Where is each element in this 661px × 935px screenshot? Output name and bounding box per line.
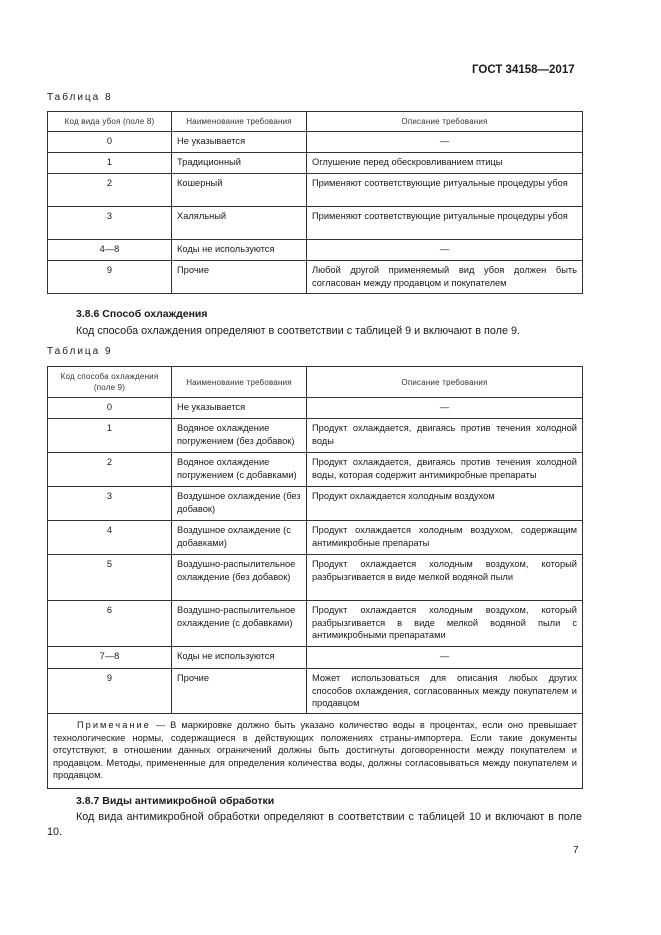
name-cell: Халяльный <box>172 207 307 240</box>
name-cell: Кошерный <box>172 174 307 207</box>
description-cell: — <box>307 647 583 669</box>
description-cell: Применяют соответствующие ритуальные процедуры убоя <box>307 207 583 240</box>
table-row <box>48 153 583 174</box>
table-row <box>48 555 583 601</box>
table-header-row <box>48 112 583 132</box>
column-header-code: Код вида убоя (поле 8) <box>48 112 172 132</box>
name-cell: Не указывается <box>172 398 307 419</box>
code-cell: 9 <box>48 261 172 294</box>
code-cell: 7—8 <box>48 647 172 669</box>
table-row <box>48 174 583 207</box>
column-header-description: Описание требования <box>307 367 583 398</box>
code-cell: 2 <box>48 174 172 207</box>
description-cell: Оглушение перед обескровливанием птицы <box>307 153 583 174</box>
name-cell: Воздушно-распылительное охлаждение (с добавками) <box>172 601 307 647</box>
code-cell: 5 <box>48 555 172 601</box>
description-cell: — <box>307 132 583 153</box>
code-cell: 2 <box>48 453 172 487</box>
code-cell: 4 <box>48 521 172 555</box>
description-cell: Любой другой применяемый вид убоя должен быть согласован между продавцом и покупателем <box>307 261 583 294</box>
description-cell: Продукт охлаждается, двигаясь против течения холодной воды <box>307 419 583 453</box>
code-cell: 0 <box>48 398 172 419</box>
description-cell: Продукт охлаждается холодным воздухом <box>307 487 583 521</box>
description-cell: Продукт охлаждается, двигаясь против течения холодной воды, которая содержит антимикробные препараты <box>307 453 583 487</box>
description-cell: Продукт охлаждается холодным воздухом, содержащим антимикробные препараты <box>307 521 583 555</box>
document-standard-number: ГОСТ 34158—2017 <box>472 64 575 76</box>
code-cell: 0 <box>48 132 172 153</box>
table-row <box>48 669 583 714</box>
name-cell: Коды не используются <box>172 240 307 261</box>
name-cell: Коды не используются <box>172 647 307 669</box>
table-row <box>48 132 583 153</box>
name-cell: Традиционный <box>172 153 307 174</box>
table-row <box>48 419 583 453</box>
table-row <box>48 398 583 419</box>
table-row <box>48 647 583 669</box>
section-3-8-7-heading: 3.8.7 Виды антимикробной обработки <box>76 795 275 807</box>
table-9-caption: Таблица 9 <box>47 346 113 357</box>
table-9 <box>47 366 583 789</box>
column-header-name: Наименование требования <box>172 367 307 398</box>
name-cell: Водяное охлаждение погружением (без добавок) <box>172 419 307 453</box>
code-cell: 1 <box>48 419 172 453</box>
section-3-8-6-text: Код способа охлаждения определяют в соответствии с таблицей 9 и включают в поле 9. <box>76 325 520 337</box>
table-row <box>48 261 583 294</box>
table-note-row <box>48 714 583 789</box>
description-cell: Продукт охлаждается холодным воздухом, который разбрызгивается в виде мелкой водяной пыли <box>307 555 583 601</box>
description-cell: Применяют соответствующие ритуальные процедуры убоя <box>307 174 583 207</box>
description-cell: — <box>307 398 583 419</box>
table-row <box>48 521 583 555</box>
name-cell: Водяное охлаждение погружением (с добавками) <box>172 453 307 487</box>
table-8-caption: Таблица 8 <box>47 92 113 103</box>
table-8 <box>47 111 583 294</box>
code-cell: 4—8 <box>48 240 172 261</box>
table-row <box>48 487 583 521</box>
description-cell: — <box>307 240 583 261</box>
section-3-8-6-heading: 3.8.6 Способ охлаждения <box>76 308 208 320</box>
code-cell: 3 <box>48 487 172 521</box>
table-row <box>48 453 583 487</box>
description-cell: Может использоваться для описания любых других способов охлаждения, согласованных между покупателем и продавцом <box>307 669 583 714</box>
table-row <box>48 601 583 647</box>
column-header-description: Описание требования <box>307 112 583 132</box>
note-text: — В маркировке должно быть указано количество воды в процентах, если оно превышает технологические нормы, содержащиеся в действующих положениях страны-импортера. Если такие документы отсутствуют, в отношении данных ограничений должны быть достигнуты договоренности между покупателем и продавцом. Методы, примененные для определения количества воды, должны согласовываться между покупателем и продавцом. <box>53 720 577 780</box>
table-header-row <box>48 367 583 398</box>
page-number: 7 <box>573 845 579 856</box>
name-cell: Не указывается <box>172 132 307 153</box>
table-row <box>48 240 583 261</box>
code-cell: 6 <box>48 601 172 647</box>
name-cell: Прочие <box>172 669 307 714</box>
code-cell: 1 <box>48 153 172 174</box>
name-cell: Прочие <box>172 261 307 294</box>
note-label: Примечание <box>77 720 151 730</box>
column-header-code: Код способа охлаждения (поле 9) <box>48 367 172 398</box>
column-header-name: Наименование требования <box>172 112 307 132</box>
name-cell: Воздушно-распылительное охлаждение (без добавок) <box>172 555 307 601</box>
table-row <box>48 207 583 240</box>
code-cell: 3 <box>48 207 172 240</box>
name-cell: Воздушное охлаждение (с добавками) <box>172 521 307 555</box>
code-cell: 9 <box>48 669 172 714</box>
table-note <box>48 714 583 789</box>
description-cell: Продукт охлаждается холодным воздухом, который разбрызгивается в виде мелкой водяной пыли с антимикробными препаратами <box>307 601 583 647</box>
name-cell: Воздушное охлаждение (без добавок) <box>172 487 307 521</box>
section-3-8-7-text: Код вида антимикробной обработки определяют в соответствии с таблицей 10 и включают в поле 10. <box>47 811 582 838</box>
